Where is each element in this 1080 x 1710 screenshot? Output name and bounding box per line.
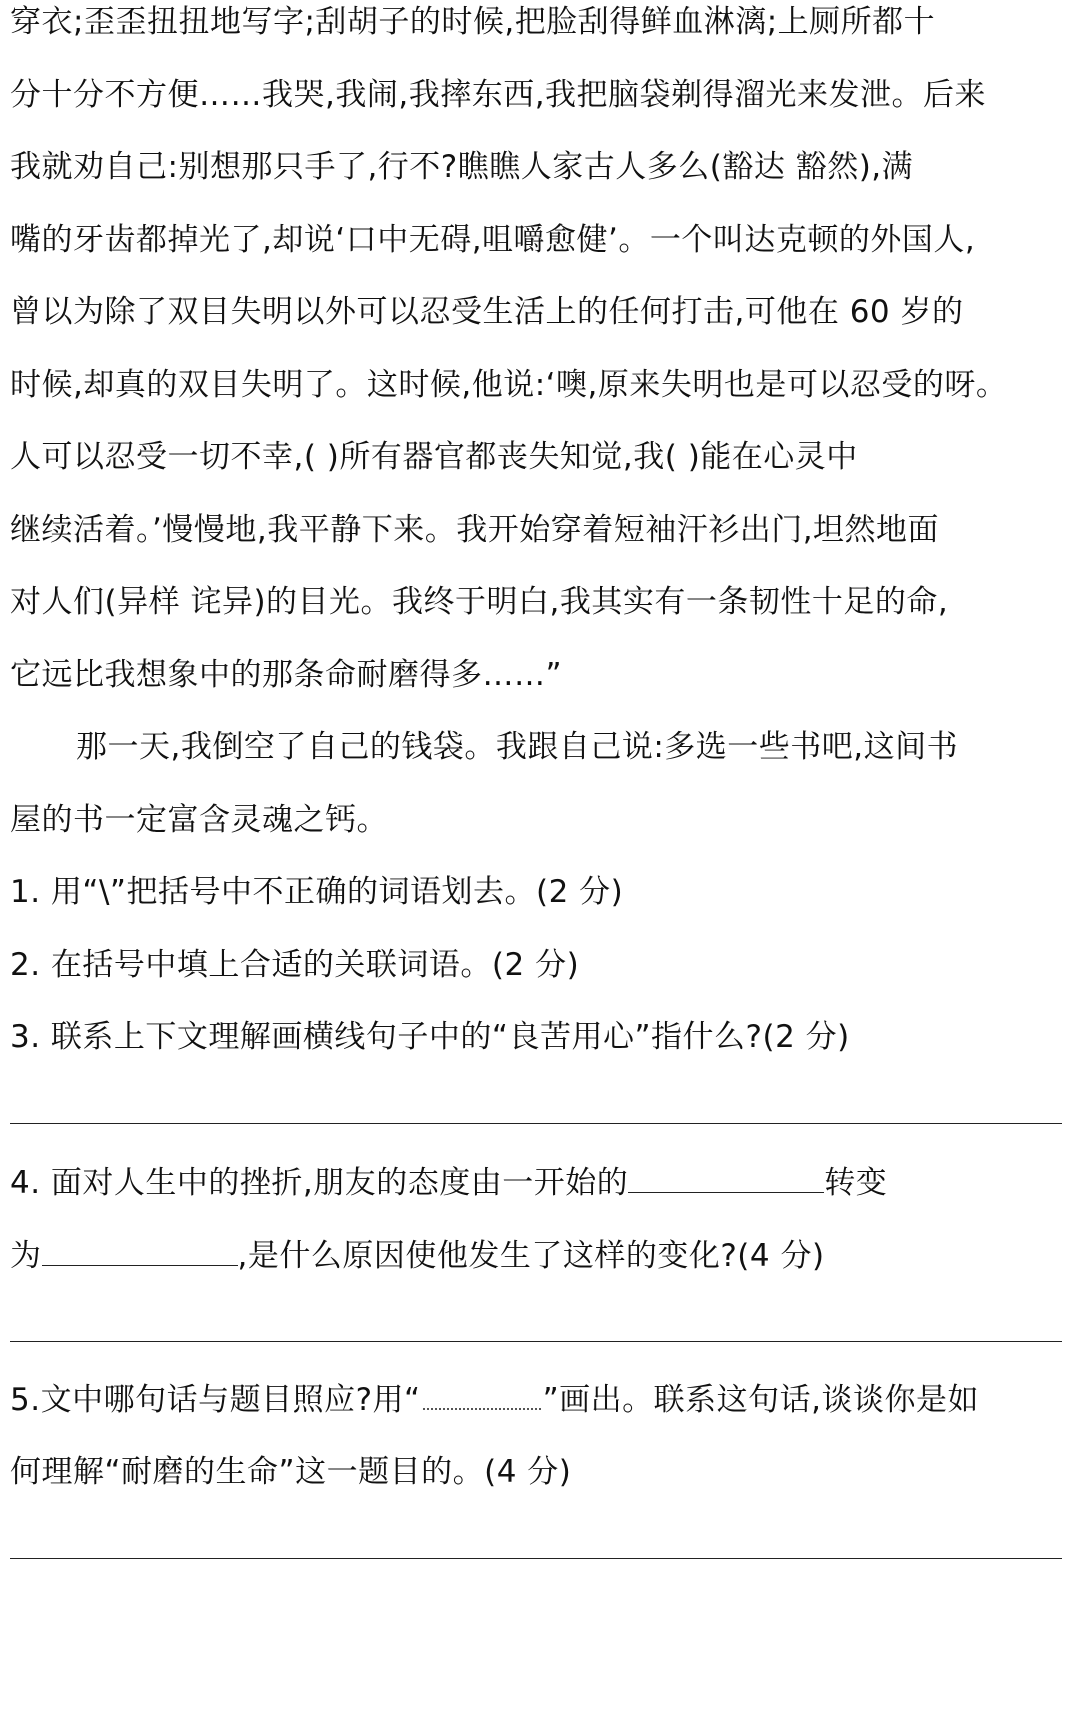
wavy-underline-mark xyxy=(423,1382,541,1410)
question-4-text-b: 转变 xyxy=(824,1165,888,1201)
passage-para2-line-2: 屋的书一定富含灵魂之钙。 xyxy=(10,802,388,838)
question-2: 2. 在括号中填上合适的关联词语。(2 分) xyxy=(10,947,580,983)
passage-line-2: 分十分不方便……我哭,我闹,我摔东西,我把脑袋剃得溜光来发泄。后来 xyxy=(10,77,987,113)
question-4-line-2 xyxy=(10,1235,1070,1275)
question-5-line-1 xyxy=(10,1380,1070,1420)
question-5-text-a: 5.文中哪句话与题目照应?用“ xyxy=(10,1382,421,1418)
q4-blank-2[interactable] xyxy=(42,1235,238,1266)
q4-blank-1[interactable] xyxy=(628,1162,824,1193)
passage-line-7: 人可以忍受一切不幸,( )所有器官都丧失知觉,我( )能在心灵中 xyxy=(10,439,858,475)
passage-line-9: 对人们(异样 诧异)的目光。我终于明白,我其实有一条韧性十足的命, xyxy=(10,584,949,620)
passage-line-8: 继续活着。’慢慢地,我平静下来。我开始穿着短袖汗衫出门,坦然地面 xyxy=(10,512,940,548)
passage-line-4: 嘴的牙齿都掉光了,却说‘口中无碍,咀嚼愈健’。一个叫达克顿的外国人, xyxy=(10,222,976,258)
question-4-line-1 xyxy=(10,1162,1070,1202)
answer-line-q4[interactable] xyxy=(10,1341,1062,1342)
passage-line-1: 穿衣;歪歪扭扭地写字;刮胡子的时候,把脸刮得鲜血淋漓;上厕所都十 xyxy=(10,4,936,40)
answer-line-q3[interactable] xyxy=(10,1123,1062,1124)
passage-line-5: 曾以为除了双目失明以外可以忍受生活上的任何打击,可他在 60 岁的 xyxy=(10,294,964,330)
passage-line-3: 我就劝自己:别想那只手了,行不?瞧瞧人家古人多么(豁达 豁然),满 xyxy=(10,149,914,185)
passage-line-6: 时候,却真的双目失明了。这时候,他说:‘噢,原来失明也是可以忍受的呀。 xyxy=(10,367,1008,403)
question-3: 3. 联系上下文理解画横线句子中的“良苦用心”指什么?(2 分) xyxy=(10,1019,850,1055)
question-4-text-d: ,是什么原因使他发生了这样的变化?(4 分) xyxy=(237,1238,825,1274)
question-4-text-a: 4. 面对人生中的挫折,朋友的态度由一开始的 xyxy=(10,1165,629,1201)
passage-line-10: 它远比我想象中的那条命耐磨得多……” xyxy=(10,657,563,693)
passage-para2-line-1: 那一天,我倒空了自己的钱袋。我跟自己说:多选一些书吧,这间书 xyxy=(76,729,959,765)
question-5-text-b: ”画出。联系这句话,谈谈你是如 xyxy=(542,1382,980,1418)
question-5-line-2: 何理解“耐磨的生命”这一题目的。(4 分) xyxy=(10,1454,572,1490)
answer-line-q5[interactable] xyxy=(10,1558,1062,1559)
question-4-text-c: 为 xyxy=(10,1238,42,1274)
question-1: 1. 用“\”把括号中不正确的词语划去。(2 分) xyxy=(10,874,624,910)
